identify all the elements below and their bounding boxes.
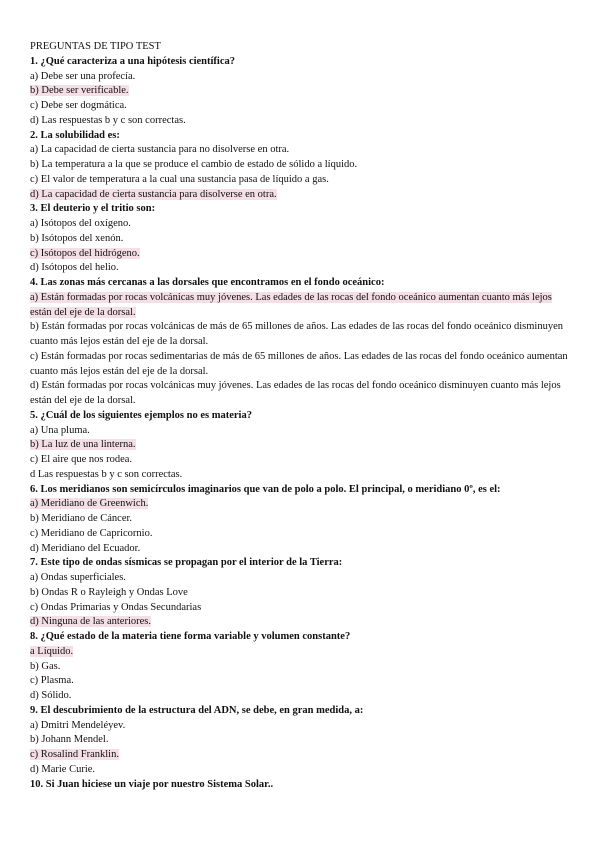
answer-option: d) Sólido. — [30, 690, 72, 701]
question-text: 3. El deuterio y el tritio son: — [30, 203, 156, 215]
question-list — [30, 55, 570, 793]
question-block — [30, 704, 570, 778]
answer-option: d) Las respuestas b y c son correctas. — [30, 114, 186, 126]
answer-option: b) Ondas R o Rayleigh y Ondas Love — [30, 586, 188, 598]
question-block — [30, 630, 570, 704]
question-text: 4. Las zonas más cercanas a las dorsales que encontramos en el fondo oceánico: — [30, 277, 385, 288]
question-block — [30, 409, 570, 483]
answer-option-correct — [30, 438, 570, 453]
answer-option: d) Isótopos del helio. — [30, 262, 119, 274]
answer-option: c) Están formadas por rocas sedimentarias de más de 65 millones de años. Las edades de las rocas del fondo oceánico aumentan cuanto más lejos están del eje de la dorsal. — [30, 350, 568, 377]
answer-option: a) Ondas superficiales. — [30, 572, 126, 583]
question-text: 1. ¿Qué caracteriza a una hipótesis científica? — [30, 55, 236, 67]
question-block — [30, 778, 570, 793]
answer-highlight: c) Isótopos del hidrógeno. — [30, 247, 140, 259]
answer-option: c) El valor de temperatura a la cual una sustancia pasa de líquido a gas. — [30, 173, 329, 185]
answer-option: d Las respuestas b y c son correctas. — [30, 468, 183, 480]
answer-option-correct — [30, 84, 570, 99]
answer-option: a) Isótopos del oxígeno. — [30, 218, 131, 229]
answer-option: a) Dmitri Mendeléyev. — [30, 719, 126, 731]
answer-option: a) Debe ser una profecía. — [30, 70, 136, 82]
question-block — [30, 483, 570, 557]
answer-option: b) Están formadas por rocas volcánicas de más de 65 millones de años. Las edades de las rocas del fondo oceánico disminuyen cuanto más lejos están del eje de la dorsal. — [30, 321, 563, 347]
answer-option: c) Ondas Primarias y Ondas Secundarias — [30, 601, 202, 613]
question-text: 10. Si Juan hiciese un viaje por nuestro Sistema Solar.. — [30, 778, 274, 790]
answer-option-correct — [30, 291, 570, 321]
question-block — [30, 556, 570, 630]
answer-highlight: c) Rosalind Franklin. — [30, 749, 119, 760]
answer-option-correct — [30, 188, 570, 203]
answer-option: c) Plasma. — [30, 675, 74, 687]
answer-option: c) Meridiano de Capricornio. — [30, 527, 153, 539]
answer-option-correct — [30, 615, 570, 630]
answer-highlight: a) Están formadas por rocas volcánicas muy jóvenes. Las edades de las rocas del fondo oceánico aumentan cuanto más lejos están del eje de la dorsal. — [30, 291, 552, 318]
answer-highlight: a) Meridiano de Greenwich. — [30, 498, 149, 510]
document-title: PREGUNTAS DE TIPO TEST — [30, 41, 161, 52]
answer-option: c) El aire que nos rodea. — [30, 454, 133, 465]
answer-highlight: b) Debe ser verificable. — [30, 85, 129, 97]
question-text: 5. ¿Cuál de los siguientes ejemplos no es materia? — [30, 409, 252, 421]
answer-option-correct — [30, 497, 570, 512]
question-block — [30, 129, 570, 203]
answer-option: c) Debe ser dogmática. — [30, 100, 127, 111]
question-text: 2. La solubilidad es: — [30, 129, 120, 141]
question-block — [30, 202, 570, 276]
answer-highlight: d) La capacidad de cierta sustancia para disolverse en otra. — [30, 188, 277, 200]
answer-option: b) Meridiano de Cáncer. — [30, 513, 133, 524]
answer-option: d) Están formadas por rocas volcánicas muy jóvenes. Las edades de las rocas del fondo oceánico disminuyen cuanto más lejos están del eje de la dorsal. — [30, 380, 561, 406]
question-block — [30, 276, 570, 409]
question-block — [30, 55, 570, 129]
answer-option: a) La capacidad de cierta sustancia para no disolverse en otra. — [30, 144, 290, 156]
question-text: 6. Los meridianos son semicírculos imaginarios que van de polo a polo. El principal, o meridiano 0º, es el: — [30, 483, 501, 495]
answer-option-correct — [30, 748, 570, 763]
answer-option: a) Una pluma. — [30, 424, 90, 436]
question-text: 9. El descubrimiento de la estructura del ADN, se debe, en gran medida, a: — [30, 704, 364, 716]
question-text: 8. ¿Qué estado de la materia tiene forma variable y volumen constante? — [30, 631, 351, 642]
question-text: 7. Este tipo de ondas sísmicas se propagan por el interior de la Tierra: — [30, 557, 343, 569]
answer-option: b) Johann Mendel. — [30, 734, 109, 746]
answer-option: d) Marie Curie. — [30, 763, 96, 775]
answer-option: b) Isótopos del xenón. — [30, 232, 124, 244]
answer-highlight: b) La luz de una linterna. — [30, 439, 136, 451]
answer-option-correct — [30, 247, 570, 262]
answer-option-correct — [30, 645, 570, 660]
answer-option: b) La temperatura a la que se produce el cambio de estado de sólido a líquido. — [30, 159, 358, 170]
answer-option: d) Meridiano del Ecuador. — [30, 542, 141, 554]
answer-highlight: a Líquido. — [30, 645, 74, 657]
answer-option: b) Gas. — [30, 660, 61, 672]
answer-highlight: d) Ninguna de las anteriores. — [30, 616, 152, 628]
